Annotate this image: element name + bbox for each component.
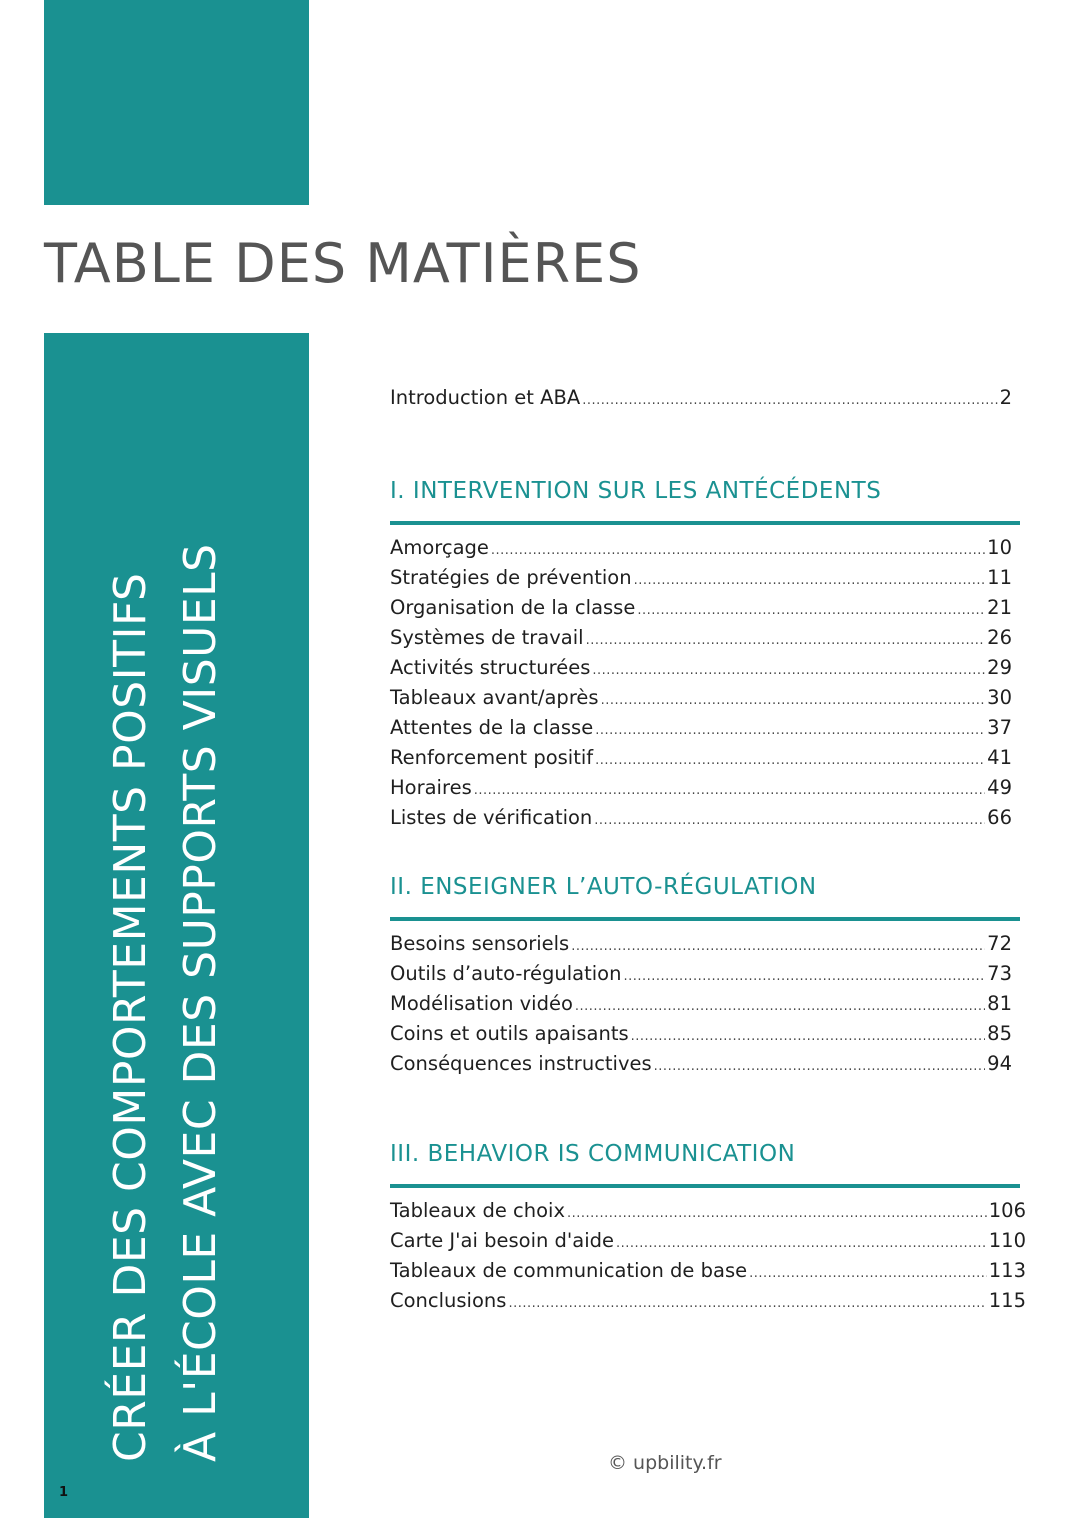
toc-entry[interactable] xyxy=(390,626,1012,656)
copyright-footer: © upbility.fr xyxy=(608,1452,722,1474)
toc-entry-label: Organisation de la classe xyxy=(390,596,636,619)
leader-dots xyxy=(474,783,985,798)
toc-entry[interactable] xyxy=(390,596,1012,626)
toc-entry[interactable] xyxy=(390,746,1012,776)
toc-entry-label: Modélisation vidéo xyxy=(390,992,573,1015)
toc-entry-label: Horaires xyxy=(390,776,472,799)
toc-entry[interactable] xyxy=(390,656,1012,686)
leader-dots xyxy=(631,1029,986,1044)
side-title xyxy=(96,347,246,1462)
toc-entry-page: 41 xyxy=(987,746,1012,769)
toc-entry-page: 11 xyxy=(987,566,1012,589)
toc-entry-label: Amorçage xyxy=(390,536,489,559)
header-color-block xyxy=(44,0,309,205)
leader-dots xyxy=(508,1296,986,1311)
leader-dots xyxy=(594,813,985,828)
leader-dots xyxy=(634,573,986,588)
section-rule-3 xyxy=(390,1184,1020,1188)
leader-dots xyxy=(582,393,997,408)
toc-entry-page: 21 xyxy=(987,596,1012,619)
toc-entry[interactable] xyxy=(390,1052,1012,1082)
toc-entry[interactable] xyxy=(390,1022,1012,1052)
toc-entry[interactable] xyxy=(390,776,1012,806)
toc-entry-page: 85 xyxy=(987,1022,1012,1045)
leader-dots xyxy=(595,723,985,738)
toc-entry-label: Systèmes de travail xyxy=(390,626,584,649)
toc-entry[interactable] xyxy=(390,962,1012,992)
toc-entry[interactable] xyxy=(390,716,1012,746)
toc-entry-intro[interactable] xyxy=(390,386,1012,416)
toc-entry-page: 81 xyxy=(987,992,1012,1015)
toc-entry-page: 113 xyxy=(988,1259,1026,1282)
toc-entry-label: Listes de vérification xyxy=(390,806,593,829)
page-title: TABLE DES MATIÈRES xyxy=(44,232,642,295)
section-title-1: I. INTERVENTION SUR LES ANTÉCÉDENTS xyxy=(390,478,882,504)
leader-dots xyxy=(586,633,986,648)
section-rule-2 xyxy=(390,917,1020,921)
toc-entry-page: 29 xyxy=(987,656,1012,679)
toc-entry-label: Attentes de la classe xyxy=(390,716,594,739)
leader-dots xyxy=(592,663,985,678)
toc-entry-page: 73 xyxy=(987,962,1012,985)
toc-entry-page: 49 xyxy=(987,776,1012,799)
section-title-2: II. ENSEIGNER L’AUTO-RÉGULATION xyxy=(390,874,817,900)
leader-dots xyxy=(595,753,985,768)
toc-entry-page: 115 xyxy=(988,1289,1026,1312)
leader-dots xyxy=(601,693,986,708)
leader-dots xyxy=(654,1059,986,1074)
toc-entry-page: 72 xyxy=(987,932,1012,955)
side-title-line-2: À L'ÉCOLE AVEC DES SUPPORTS VISUELS xyxy=(175,543,226,1462)
toc-entry[interactable] xyxy=(390,1229,1026,1259)
toc-entry-page: 94 xyxy=(987,1052,1012,1075)
toc-entry-label: Tableaux de choix xyxy=(390,1199,566,1222)
leader-dots xyxy=(749,1266,987,1281)
toc-entry-label: Conséquences instructives xyxy=(390,1052,652,1075)
toc-entry[interactable] xyxy=(390,1259,1026,1289)
toc-entry-label: Introduction et ABA xyxy=(390,386,581,409)
toc-entry[interactable] xyxy=(390,536,1012,566)
toc-entry-label: Stratégies de prévention xyxy=(390,566,632,589)
toc-entry-label: Tableaux avant/après xyxy=(390,686,599,709)
leader-dots xyxy=(616,1236,987,1251)
leader-dots xyxy=(567,1206,987,1221)
side-title-line-1: CRÉER DES COMPORTEMENTS POSITIFS xyxy=(105,572,156,1462)
toc-entry-page: 37 xyxy=(987,716,1012,739)
toc-entry-page: 110 xyxy=(988,1229,1026,1252)
toc-entry-label: Coins et outils apaisants xyxy=(390,1022,629,1045)
toc-entry[interactable] xyxy=(390,992,1012,1022)
toc-entry-label: Outils d’auto-régulation xyxy=(390,962,622,985)
toc-entry[interactable] xyxy=(390,1199,1026,1229)
toc-entry-label: Tableaux de communication de base xyxy=(390,1259,748,1282)
toc-entry[interactable] xyxy=(390,566,1012,596)
toc-entry-label: Carte J'ai besoin d'aide xyxy=(390,1229,615,1252)
toc-entry-page: 26 xyxy=(987,626,1012,649)
leader-dots xyxy=(623,969,985,984)
toc-entry[interactable] xyxy=(390,686,1012,716)
leader-dots xyxy=(637,603,985,618)
toc-entry-page: 30 xyxy=(987,686,1012,709)
toc-entry[interactable] xyxy=(390,806,1012,836)
toc-entry-page: 2 xyxy=(999,386,1012,409)
toc-entry-page: 106 xyxy=(988,1199,1026,1222)
section-rule-1 xyxy=(390,521,1020,525)
page-number: 1 xyxy=(59,1485,69,1500)
toc-entry-page: 10 xyxy=(987,536,1012,559)
leader-dots xyxy=(491,543,985,558)
leader-dots xyxy=(571,939,985,954)
toc-entry-label: Besoins sensoriels xyxy=(390,932,570,955)
toc-entry-label: Renforcement positif xyxy=(390,746,594,769)
toc-entry[interactable] xyxy=(390,1289,1026,1319)
toc-entry-page: 66 xyxy=(987,806,1012,829)
toc-entry-label: Conclusions xyxy=(390,1289,507,1312)
toc-entry-label: Activités structurées xyxy=(390,656,591,679)
toc-entry[interactable] xyxy=(390,932,1012,962)
section-title-3: III. BEHAVIOR IS COMMUNICATION xyxy=(390,1141,796,1167)
leader-dots xyxy=(575,999,985,1014)
